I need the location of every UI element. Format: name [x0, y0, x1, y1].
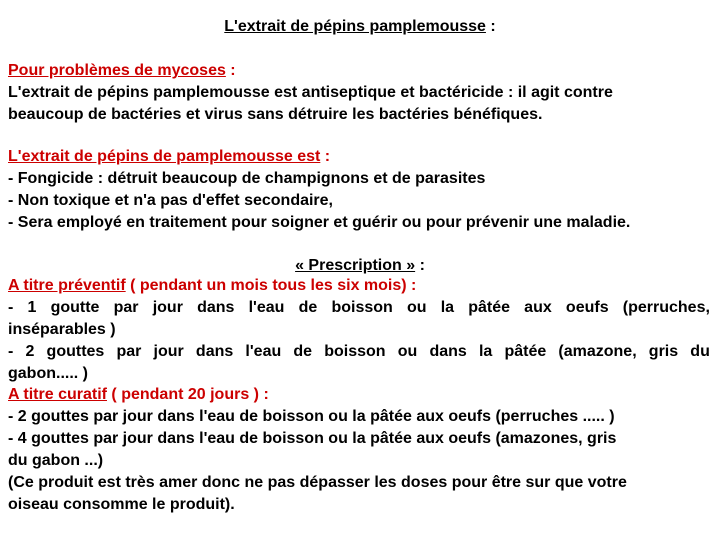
word: dans	[195, 343, 234, 360]
word: 2	[25, 343, 35, 360]
word: boisson	[324, 343, 386, 360]
preventif-heading-line	[8, 275, 710, 297]
preventif-label: A titre préventif	[8, 277, 126, 294]
section1-heading-colon: :	[225, 62, 236, 79]
curatif-heading-line	[8, 384, 710, 406]
word: pâtée	[468, 299, 510, 316]
word: dans	[429, 343, 467, 360]
curatif-line-4: (Ce produit est très amer donc ne pas dépasser les doses pour être sur que votre	[8, 474, 627, 491]
word: -	[8, 343, 14, 360]
section1-heading: Pour problèmes de mycoses	[8, 62, 226, 79]
prescription-heading: « Prescription »	[295, 257, 416, 274]
page-title	[0, 16, 720, 38]
word: la	[440, 299, 455, 316]
section2-heading-line	[8, 146, 710, 168]
curatif-line-2: - 4 gouttes par jour dans l'eau de boisson ou la pâtée aux oeufs (amazones, gris	[8, 430, 617, 447]
word: de	[298, 299, 318, 316]
word: goutte	[50, 299, 100, 316]
curatif-detail: ( pendant 20 jours ) :	[106, 386, 269, 403]
word: ou	[406, 299, 427, 316]
section2-item-3: - Sera employé en traitement pour soigner et guérir ou pour prévenir une maladie.	[8, 214, 631, 231]
section2-heading: L'extrait de pépins de pamplemousse est	[8, 148, 321, 165]
word: l'eau	[245, 343, 282, 360]
title-text: L'extrait de pépins pamplemousse	[224, 18, 486, 35]
preventif-line-1	[8, 297, 710, 319]
word: pâtée	[504, 343, 547, 360]
word: aux	[524, 299, 552, 316]
word: jour	[152, 299, 183, 316]
curatif-line-3: du gabon ...)	[8, 452, 104, 469]
word: gouttes	[46, 343, 105, 360]
word: du	[690, 343, 710, 360]
section1-line-2: beaucoup de bactéries et virus sans détruire les bactéries bénéfiques.	[8, 106, 543, 123]
word: de	[293, 343, 313, 360]
word: jour	[153, 343, 184, 360]
curatif-line-1: - 2 gouttes par jour dans l'eau de boisson ou la pâtée aux oeufs (perruches ..... )	[8, 408, 615, 425]
word: ou	[397, 343, 418, 360]
section1-line-1: L'extrait de pépins pamplemousse est antiseptique et bactéricide : il agit contre	[8, 84, 613, 101]
word: boisson	[331, 299, 393, 316]
curatif-line-5: oiseau consomme le produit).	[8, 496, 235, 513]
word: gris	[648, 343, 679, 360]
word: oeufs	[565, 299, 609, 316]
word: -	[8, 299, 14, 316]
preventif-line-3	[8, 341, 710, 363]
section2-item-2: - Non toxique et n'a pas d'effet secondaire,	[8, 192, 333, 209]
word: l'eau	[248, 299, 285, 316]
prescription-heading-line	[0, 255, 720, 277]
prescription-heading-colon: :	[415, 257, 425, 274]
word: (perruches,	[622, 299, 710, 316]
preventif-line-2: inséparables )	[8, 321, 116, 338]
preventif-detail: ( pendant un mois tous les six mois) :	[125, 277, 417, 294]
preventif-line-4: gabon..... )	[8, 365, 88, 382]
curatif-label: A titre curatif	[8, 386, 107, 403]
word: la	[478, 343, 493, 360]
word: dans	[197, 299, 235, 316]
section2-heading-colon: :	[320, 148, 331, 165]
word: (amazone,	[558, 343, 637, 360]
word: par	[113, 299, 139, 316]
word: par	[116, 343, 142, 360]
word: 1	[27, 299, 37, 316]
section1-heading-line	[8, 60, 710, 82]
section2-item-1: - Fongicide : détruit beaucoup de champignons et de parasites	[8, 170, 486, 187]
title-suffix: :	[485, 18, 496, 35]
